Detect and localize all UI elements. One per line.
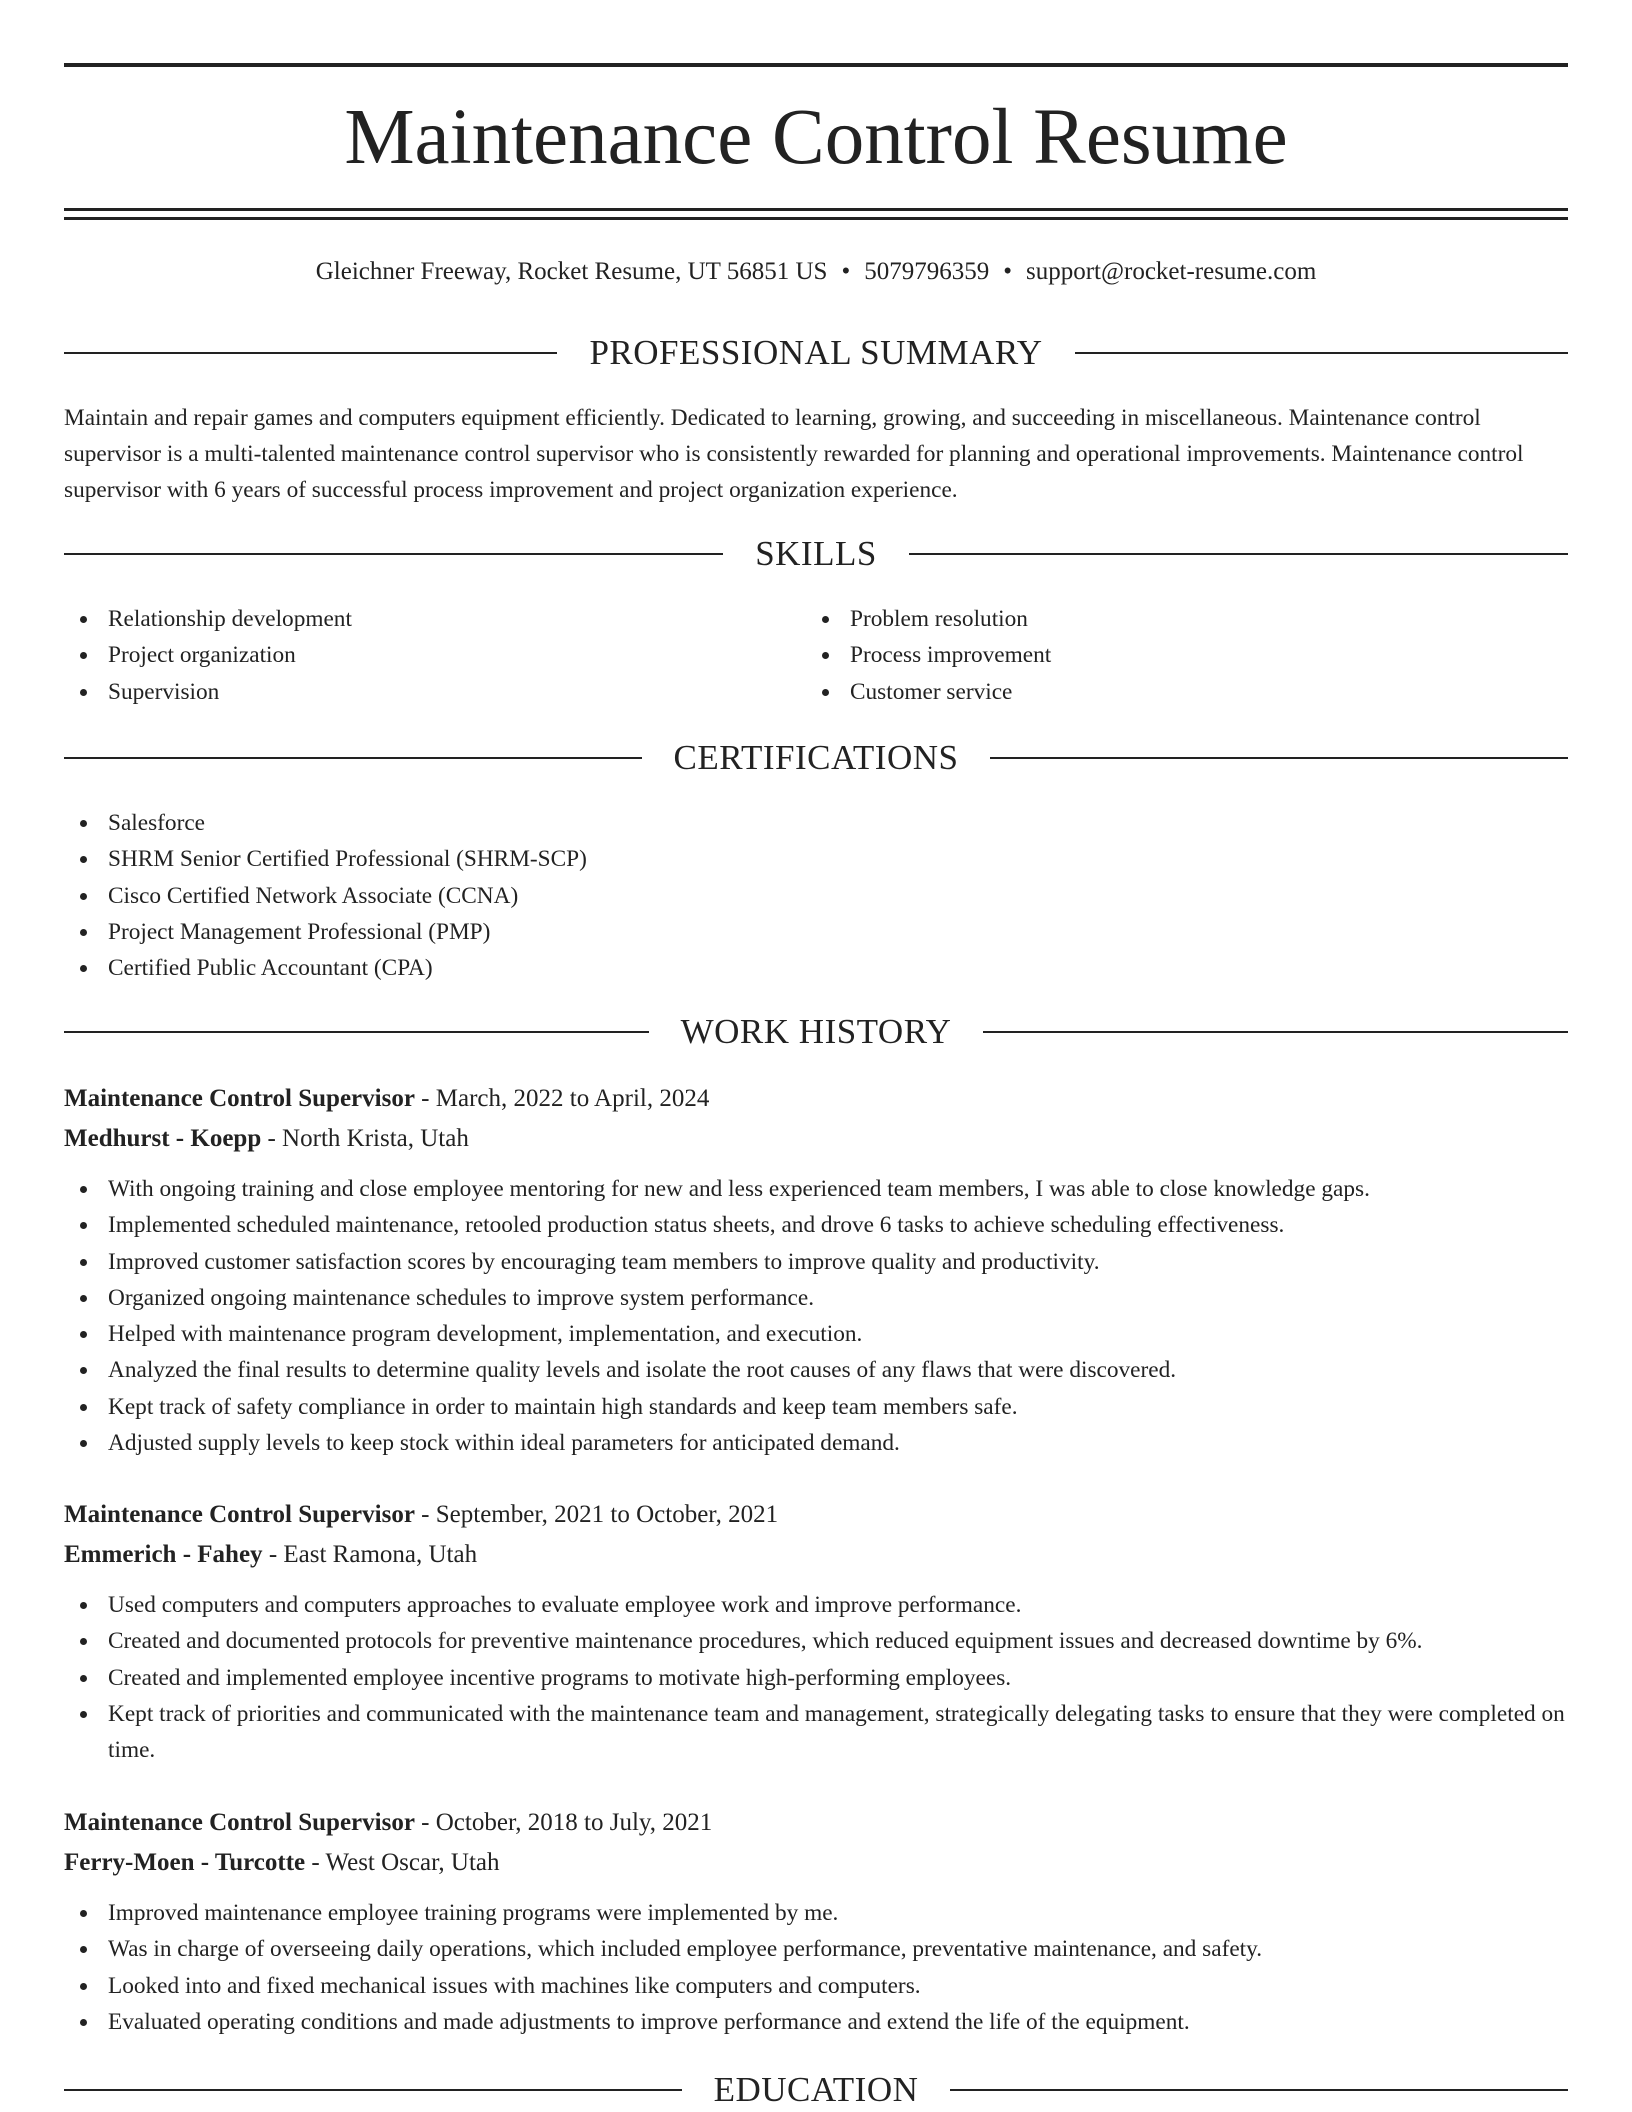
bullet-text: With ongoing training and close employee mentoring for new and less experienced team members, I was able to close knowledge gaps. (108, 1176, 1370, 1202)
list-item (806, 601, 1506, 637)
bullet-icon (80, 1404, 87, 1411)
job-company-line (64, 1119, 1568, 1159)
job-location: - West Oscar, Utah (311, 1849, 500, 1876)
certifications-list (64, 805, 1568, 986)
list-item (64, 1895, 1568, 1931)
heading-rule (990, 757, 1568, 759)
bullet-icon (822, 616, 829, 623)
bullet-icon (80, 1222, 87, 1229)
section-title: EDUCATION (713, 2070, 919, 2109)
certification-text: Salesforce (108, 810, 206, 836)
contact-email: support@rocket-resume.com (1025, 258, 1317, 285)
list-item (64, 841, 1568, 877)
job-bullets (64, 1171, 1568, 1461)
list-item (64, 1207, 1568, 1243)
list-item (64, 1389, 1568, 1425)
bullet-icon (80, 616, 87, 623)
resume-title: Maintenance Control Resume (344, 94, 1288, 181)
list-item (64, 637, 764, 673)
bullet-text: Implemented scheduled maintenance, retooled production status sheets, and drove 6 tasks to achieve scheduling effectiveness. (108, 1212, 1285, 1239)
list-item (806, 674, 1506, 710)
heading-rule (64, 352, 557, 354)
job-bullets (64, 1587, 1568, 1768)
certification-text: Certified Public Accountant (CPA) (108, 955, 433, 982)
list-item (64, 805, 1568, 841)
list-item (64, 1660, 1568, 1696)
bullet-icon (80, 1638, 87, 1645)
section-title: SKILLS (755, 534, 877, 573)
heading-rule (64, 553, 723, 555)
contact-line (64, 254, 1568, 290)
list-item (64, 878, 1568, 914)
job-dates: - October, 2018 to July, 2021 (421, 1809, 713, 1836)
heading-rule (64, 2089, 682, 2091)
job-entry (64, 1495, 1568, 1768)
bullet-icon (80, 1440, 87, 1447)
certification-text: SHRM Senior Certified Professional (SHRM-SCP) (108, 846, 587, 873)
skill-text: Supervision (108, 678, 220, 705)
skills-column-right (806, 601, 1506, 710)
list-item (64, 1171, 1568, 1207)
bullet-icon (80, 820, 87, 827)
list-item (64, 1696, 1568, 1769)
bullet-text: Created and implemented employee incentive programs to motivate high-performing employees. (108, 1664, 1012, 1691)
bullet-icon (80, 1983, 87, 1990)
bullet-icon (80, 689, 87, 696)
bullet-text: Created and documented protocols for preventive maintenance procedures, which reduced equipment issues and decreased downtime by 6%. (108, 1628, 1423, 1655)
job-title-line (64, 1079, 1568, 1119)
bullet-text: Improved customer satisfaction scores by encouraging team members to improve quality and productivity. (108, 1248, 1100, 1275)
job-company: Ferry-Moen - Turcotte (64, 1849, 306, 1876)
job-entry (64, 1803, 1568, 2040)
section-title: CERTIFICATIONS (673, 738, 959, 777)
list-item (64, 601, 764, 637)
certification-text: Project Management Professional (PMP) (108, 918, 491, 945)
bullet-text: Analyzed the final results to determine quality levels and isolate the root causes of any flaws that were discovered. (108, 1357, 1177, 1384)
bullet-icon (80, 1259, 87, 1266)
skill-text: Process improvement (850, 642, 1052, 669)
bullet-icon (80, 1295, 87, 1302)
list-item (64, 1352, 1568, 1388)
section-heading-skills (64, 532, 1568, 576)
list-item (64, 1280, 1568, 1316)
list-item (64, 1244, 1568, 1280)
bullet-text: Helped with maintenance program development, implementation, and execution. (108, 1321, 863, 1348)
section-heading-certifications (64, 736, 1568, 780)
bullet-icon (80, 965, 87, 972)
skill-text: Problem resolution (850, 606, 1028, 632)
heading-rule (64, 1031, 649, 1033)
bullet-icon (822, 689, 829, 696)
bullet-icon (80, 929, 87, 936)
bullet-text: Organized ongoing maintenance schedules to improve system performance. (108, 1284, 815, 1311)
bullet-icon (80, 1331, 87, 1338)
list-item (64, 950, 1568, 986)
bullet-icon (80, 1910, 87, 1917)
heading-rule (64, 757, 642, 759)
bullet-icon (80, 652, 87, 659)
bullet-icon (80, 1367, 87, 1374)
list-item (64, 2004, 1568, 2040)
job-bullets (64, 1895, 1568, 2040)
skill-text: Project organization (108, 642, 296, 669)
summary-paragraph: Maintain and repair games and computers equipment efficiently. Dedicated to learning, growing, and succeeding in miscellaneous. Maintenance control supervisor is a multi-talented maintenance control supervisor who is consistently rewarded for planning and operational improvements. Maintenance control supervisor with 6 years of successful process improvement and project organization experience. (64, 405, 1524, 503)
list-item (64, 1968, 1568, 2004)
list-item (64, 1623, 1568, 1659)
list-item (64, 1316, 1568, 1352)
section-title: WORK HISTORY (680, 1012, 952, 1051)
bullet-icon (80, 1946, 87, 1953)
bullet-icon (80, 893, 87, 900)
skill-text: Customer service (850, 678, 1013, 705)
bullet-icon (80, 856, 87, 863)
job-company: Emmerich - Fahey (64, 1541, 263, 1568)
heading-rule (909, 553, 1568, 555)
bullet-text: Improved maintenance employee training programs were implemented by me. (108, 1900, 839, 1926)
list-item (64, 674, 764, 710)
job-title: Maintenance Control Supervisor (64, 1809, 415, 1836)
top-rule (64, 63, 1568, 67)
job-title-line (64, 1495, 1568, 1535)
contact-phone: 5079796359 (864, 258, 990, 285)
title-double-rule (64, 208, 1568, 220)
contact-separator: • (841, 258, 851, 285)
contact-separator: • (1003, 258, 1012, 285)
bullet-icon (80, 2019, 87, 2026)
bullet-text: Was in charge of overseeing daily operations, which included employee performance, preventative maintenance, and safety. (108, 1936, 1263, 1963)
job-entry (64, 1079, 1568, 1461)
contact-address: Gleichner Freeway, Rocket Resume, UT 56851 US (315, 258, 828, 285)
list-item (64, 1931, 1568, 1967)
job-dates: - March, 2022 to April, 2024 (421, 1085, 710, 1112)
certification-text: Cisco Certified Network Associate (CCNA) (108, 882, 519, 909)
job-company-line (64, 1843, 1568, 1883)
bullet-text: Used computers and computers approaches to evaluate employee work and improve performance. (108, 1592, 1022, 1618)
list-item (806, 637, 1506, 673)
skills-column-left (64, 601, 764, 710)
bullet-text: Adjusted supply levels to keep stock within ideal parameters for anticipated demand. (108, 1430, 900, 1457)
bullet-icon (80, 1675, 87, 1682)
section-title: PROFESSIONAL SUMMARY (589, 333, 1043, 372)
list-item (64, 1425, 1568, 1461)
bullet-text: Kept track of safety compliance in order to maintain high standards and keep team members safe. (108, 1393, 1018, 1420)
bullet-text: Evaluated operating conditions and made adjustments to improve performance and extend the life of the equipment. (108, 2008, 1190, 2035)
bullet-text: Kept track of priorities and communicated with the maintenance team and management, strategically delegating tasks to ensure that they were completed on time. (108, 1700, 1565, 1764)
job-title: Maintenance Control Supervisor (64, 1501, 415, 1528)
bullet-icon (80, 1602, 87, 1609)
job-company-line (64, 1535, 1568, 1575)
bullet-text: Looked into and fixed mechanical issues with machines like computers and computers. (108, 1972, 921, 1999)
job-location: - North Krista, Utah (267, 1125, 469, 1152)
job-title: Maintenance Control Supervisor (64, 1085, 415, 1112)
heading-rule (950, 2089, 1568, 2091)
job-company: Medhurst - Koepp (64, 1125, 262, 1152)
section-heading-summary (64, 331, 1568, 375)
list-item (64, 1587, 1568, 1623)
job-location: - East Ramona, Utah (268, 1541, 478, 1568)
bullet-icon (80, 1186, 87, 1193)
bullet-icon (822, 652, 829, 659)
job-dates: - September, 2021 to October, 2021 (421, 1501, 779, 1528)
skill-text: Relationship development (108, 606, 352, 632)
bullet-icon (80, 1711, 87, 1718)
section-heading-education (64, 2068, 1568, 2112)
section-heading-work-history (64, 1010, 1568, 1054)
list-item (64, 914, 1568, 950)
heading-rule (983, 1031, 1568, 1033)
heading-rule (1075, 352, 1568, 354)
job-title-line (64, 1803, 1568, 1843)
